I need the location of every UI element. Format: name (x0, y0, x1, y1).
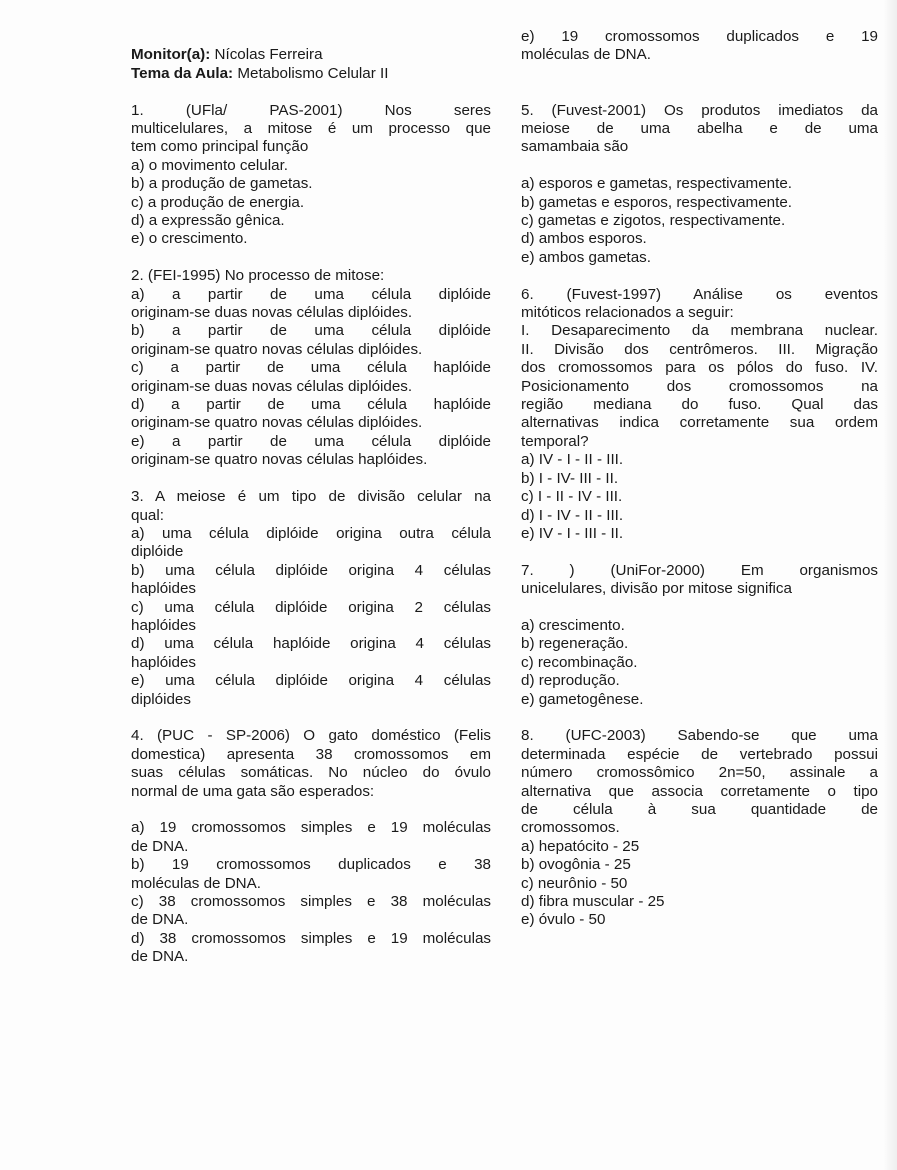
question-text-line: cromossomos. (521, 819, 620, 837)
answer-option: a) hepatócito - 25 (521, 837, 640, 855)
answer-option: e) a partir de uma célula diplóide (131, 432, 491, 450)
question-text-line: 3. A meiose é um tipo de divisão celular na (131, 488, 491, 506)
question-text-line: 2. (FEI-1995) No processo de mitose: (131, 267, 385, 285)
question-1 (131, 102, 491, 249)
question-text-line: mitóticos relacionados a seguir: (521, 304, 734, 322)
question-text-line: Posicionamento dos cromossomos na (521, 377, 878, 395)
answer-option: d) fibra muscular - 25 (521, 892, 665, 910)
question-text-line: multicelulares, a mitose é um processo que (131, 120, 491, 137)
answer-option: b) a produção de gametas. (131, 175, 313, 193)
question-4 (131, 727, 491, 966)
answer-option-cont: diplóide (131, 543, 184, 561)
answer-option: b) I - IV- III - II. (521, 469, 619, 487)
answer-option: b) uma célula diplóide origina 4 células (131, 561, 491, 579)
answer-option: b) gametas e esporos, respectivamente. (521, 193, 792, 211)
answer-option-cont: originam-se quatro novas células haplóides. (131, 451, 428, 469)
answer-option-cont: moléculas de DNA. (131, 874, 261, 892)
answer-option: d) reprodução. (521, 672, 620, 690)
right-column (521, 28, 878, 930)
question-6 (521, 286, 878, 544)
tema-value: Metabolismo Celular II (233, 64, 389, 82)
question-text-line: 8. (UFC-2003) Sabendo-se que uma (521, 727, 878, 745)
answer-option: a) crescimento. (521, 616, 625, 634)
answer-option: e) óvulo - 50 (521, 911, 606, 929)
answer-option: d) ambos esporos. (521, 230, 647, 248)
answer-option: a) a partir de uma célula diplóide (131, 285, 491, 303)
answer-option: a) uma célula diplóide origina outra célula (131, 524, 491, 542)
left-column (131, 28, 491, 967)
answer-option: e) o crescimento. (131, 230, 248, 248)
answer-option: e) ambos gametas. (521, 248, 651, 266)
answer-option: a) esporos e gametas, respectivamente. (521, 175, 792, 193)
answer-option-cont: de DNA. (131, 948, 189, 966)
tema-label: Tema da Aula: (131, 64, 234, 82)
answer-option: b) regeneração. (521, 635, 629, 653)
answer-option: e) IV - I - III - II. (521, 524, 624, 542)
answer-option: c) neurônio - 50 (521, 874, 628, 892)
question-text-line: 5. (Fuvest-2001) Os produtos imediatos da (521, 101, 878, 119)
answer-option-cont: de DNA. (131, 837, 189, 855)
page-edge-shadow (883, 0, 897, 1170)
answer-option-cont: de DNA. (131, 911, 189, 929)
answer-option: e) 19 cromossomos duplicados e 19 (521, 28, 878, 45)
question-4-option-e (521, 28, 878, 65)
question-3 (131, 488, 491, 709)
monitor-name: Nícolas Ferreira (210, 46, 323, 64)
answer-option: c) 38 cromossomos simples e 38 moléculas (131, 893, 491, 910)
question-text-line: número cromossômico 2n=50, assinale a (521, 764, 878, 782)
answer-option: d) uma célula haplóide origina 4 células (131, 635, 491, 653)
question-text-line: qual: (131, 506, 164, 524)
answer-option-cont: haplóides (131, 616, 197, 634)
answer-option: a) IV - I - II - III. (521, 451, 624, 469)
question-text-line: I. Desaparecimento da membrana nuclear. (521, 322, 878, 340)
answer-option: c) a partir de uma célula haplóide (131, 359, 491, 377)
question-text-line: alternativas indica corretamente sua ordem (521, 414, 878, 432)
question-text-line: II. Divisão dos centrômeros. III. Migração (521, 340, 878, 358)
question-text-line: alternativa que associa corretamente o tipo (521, 782, 878, 800)
question-text-line: samambaia são (521, 138, 629, 156)
question-text-line: dos cromossomos para os pólos do fuso. IV. (521, 359, 878, 377)
question-7 (521, 562, 878, 709)
question-text-line: determinada espécie de vertebrado possui (521, 745, 878, 763)
question-text-line: suas células somáticas. No núcleo do óvulo (131, 764, 491, 782)
question-8 (521, 727, 878, 929)
answer-option: c) I - II - IV - III. (521, 488, 623, 506)
answer-option: c) a produção de energia. (131, 193, 305, 211)
answer-option: b) a partir de uma célula diplóide (131, 322, 491, 340)
answer-option: a) o movimento celular. (131, 156, 289, 174)
answer-option: d) a expressão gênica. (131, 212, 285, 230)
answer-option-cont: originam-se duas novas células diplóides. (131, 304, 413, 322)
answer-option-cont: originam-se duas novas células diplóides. (131, 377, 413, 395)
answer-option-cont: haplóides (131, 653, 197, 671)
question-text-line: 4. (PUC - SP-2006) O gato doméstico (Felis (131, 727, 491, 745)
question-text-line: 7. ) (UniFor-2000) Em organismos (521, 561, 878, 579)
answer-option: e) gametogênese. (521, 690, 644, 708)
answer-option-cont: moléculas de DNA. (521, 46, 651, 64)
answer-option: c) gametas e zigotos, respectivamente. (521, 212, 786, 230)
monitor-label: Monitor(a): (131, 46, 211, 64)
question-text-line: de célula à sua quantidade de (521, 800, 878, 818)
question-text-line: temporal? (521, 432, 589, 450)
question-text-line: unicelulares, divisão por mitose significa (521, 580, 792, 598)
answer-option: d) 38 cromossomos simples e 19 moléculas (131, 929, 491, 947)
question-text-line: normal de uma gata são esperados: (131, 782, 375, 800)
answer-option: d) I - IV - II - III. (521, 506, 624, 524)
monitor-line (131, 46, 491, 64)
answer-option-cont: originam-se quatro novas células diplóides. (131, 340, 423, 358)
question-text-line: região mediana do fuso. Qual das (521, 396, 878, 414)
question-5 (521, 102, 878, 268)
answer-option: a) 19 cromossomos simples e 19 moléculas (131, 819, 491, 837)
question-text-line: meiose de uma abelha e de uma (521, 120, 878, 137)
answer-option-cont: originam-se quatro novas células diplóides. (131, 414, 423, 432)
tema-line (131, 65, 491, 83)
question-text-line: tem como principal função (131, 138, 309, 156)
answer-option: b) 19 cromossomos duplicados e 38 (131, 856, 491, 874)
answer-option: c) uma célula diplóide origina 2 células (131, 598, 491, 616)
question-text-line: 1. (UFla/ PAS-2001) Nos seres (131, 101, 491, 119)
answer-option: c) recombinação. (521, 653, 638, 671)
answer-option-cont: haplóides (131, 580, 197, 598)
answer-option: e) uma célula diplóide origina 4 células (131, 672, 491, 690)
question-text-line: domestica) apresenta 38 cromossomos em (131, 745, 491, 763)
answer-option-cont: diplóides (131, 690, 191, 708)
question-text-line: 6. (Fuvest-1997) Análise os eventos (521, 285, 878, 303)
question-2 (131, 267, 491, 469)
answer-option: d) a partir de uma célula haplóide (131, 396, 491, 414)
answer-option: b) ovogônia - 25 (521, 856, 631, 874)
